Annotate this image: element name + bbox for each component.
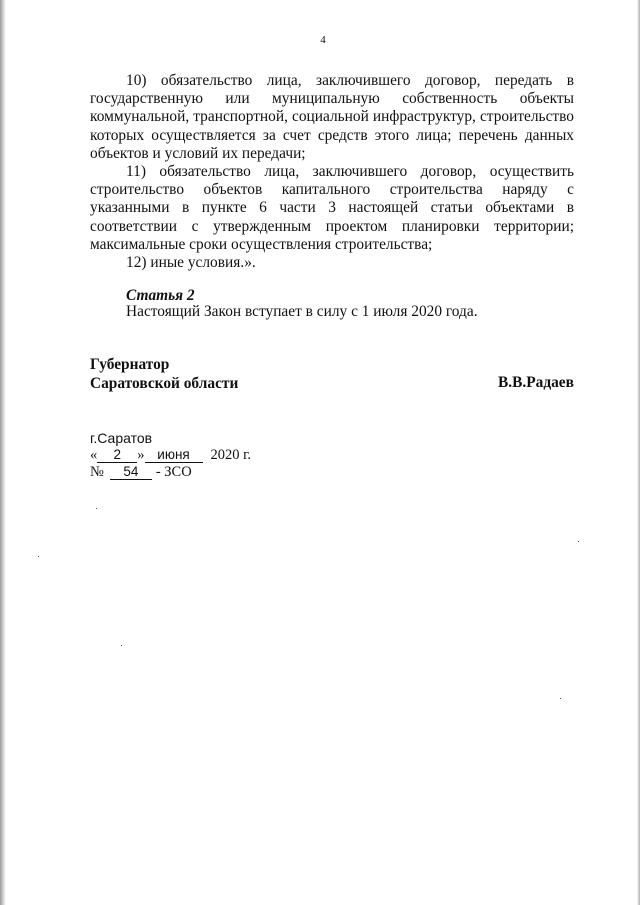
scan-speck (96, 508, 97, 509)
scan-speck (560, 698, 561, 699)
article-text: Настоящий Закон вступает в силу с 1 июля 2020 года. (126, 303, 478, 320)
date-line (90, 447, 251, 464)
scan-speck (38, 556, 39, 557)
signatory-name: В.В.Радаев (498, 374, 574, 391)
number-line (90, 464, 192, 481)
page-number: 4 (320, 34, 326, 46)
date-open-quote: « (90, 447, 98, 463)
scan-edge-left (0, 0, 6, 905)
date-year: 2020 г. (210, 447, 252, 463)
place-city: г.Саратов (90, 430, 153, 446)
number-prefix: № (90, 464, 104, 480)
scan-speck (578, 541, 579, 542)
date-day: 2 (97, 448, 137, 463)
article-heading: Статья 2 (126, 287, 195, 304)
date-month: июня (145, 448, 203, 463)
scan-speck (121, 645, 122, 646)
signatory-title (90, 356, 238, 393)
signatory-title-line2: Саратовской области (90, 374, 239, 392)
paragraph-item-10: 10) обязательство лица, заключившего договор, передать в государственную или муниципальную собственность объекты коммунальной, транспортной, социальной инфраструктур, строительство которых осуществляется за счет средств этого лица; перечень данных объектов и условий их передачи; (90, 72, 574, 162)
signatory-title-line1: Губернатор (90, 356, 170, 373)
number-value: 54 (110, 465, 152, 480)
date-close-quote: » (137, 447, 145, 463)
law-text-body (90, 72, 574, 272)
paragraph-item-12: 12) иные условия.». (126, 254, 256, 272)
paragraph-item-11: 11) обязательство лица, заключившего договор, осуществить строительство объектов капитального строительства наряду с указанными в пункте 6 части 3 настоящей статьи объектами в соответствии с утвержденным проектом планировки территории; максимальные сроки осуществления строительства; (90, 163, 574, 253)
number-suffix: - ЗСО (155, 464, 192, 480)
